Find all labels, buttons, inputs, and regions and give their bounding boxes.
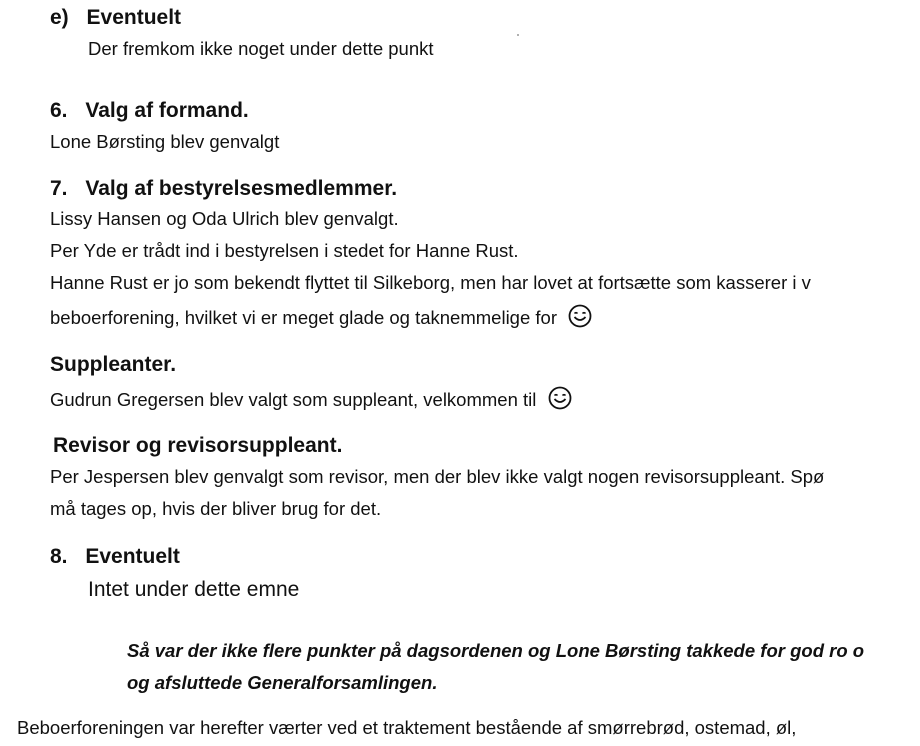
section-8-number: 8. xyxy=(50,545,68,568)
section-6-heading xyxy=(50,99,249,123)
section-7-line: Per Yde er trådt ind i bestyrelsen i stedet for Hanne Rust. xyxy=(50,240,519,261)
section-8-heading xyxy=(50,545,180,569)
section-e-text: Der fremkom ikke noget under dette punkt xyxy=(88,38,434,59)
revisor-line: Per Jespersen blev genvalgt som revisor, men der blev ikke valgt nogen revisorsuppleant. Spø xyxy=(50,466,825,487)
suppleanter-title: Suppleanter. xyxy=(50,353,177,376)
section-7-heading xyxy=(50,177,397,201)
section-e-heading xyxy=(50,6,181,30)
section-8-title: Eventuelt xyxy=(85,545,180,568)
section-7-line: Hanne Rust er jo som bekendt flyttet til Silkeborg, men har lovet at fortsætte som kasserer i v xyxy=(50,272,811,293)
closing-line: og afsluttede Generalforsamlingen. xyxy=(127,672,438,693)
suppleanter-text: Gudrun Gregersen blev valgt som suppleant, velkommen til xyxy=(50,389,537,410)
section-7-line: beboerforening, hvilket vi er meget glade og taknemmelige for xyxy=(50,307,557,328)
section-7-line: Lissy Hansen og Oda Ulrich blev genvalgt. xyxy=(50,208,399,229)
smiley-icon xyxy=(548,386,572,415)
smiley-icon xyxy=(568,304,592,333)
section-7-number: 7. xyxy=(50,177,68,200)
revisor-title: Revisor og revisorsuppleant. xyxy=(53,434,343,457)
section-8-text: Intet under dette emne xyxy=(88,578,300,601)
section-6-title: Valg af formand. xyxy=(85,99,249,122)
section-e-number: e) xyxy=(50,6,69,29)
closing-line: Så var der ikke flere punkter på dagsordenen og Lone Børsting takkede for god ro o xyxy=(127,640,865,661)
scan-speck xyxy=(517,34,519,36)
section-6-text: Lone Børsting blev genvalgt xyxy=(50,131,280,152)
section-6-number: 6. xyxy=(50,99,68,122)
footer-text: Beboerforeningen var herefter værter ved et traktement bestående af smørrebrød, ostemad, øl, xyxy=(17,717,797,738)
suppleanter-line-with-smiley xyxy=(50,386,572,415)
section-7-line-with-smiley xyxy=(50,304,592,333)
revisor-line: må tages op, hvis der bliver brug for det. xyxy=(50,498,382,519)
section-7-title: Valg af bestyrelsesmedlemmer. xyxy=(85,177,398,200)
section-e-title: Eventuelt xyxy=(86,6,182,29)
